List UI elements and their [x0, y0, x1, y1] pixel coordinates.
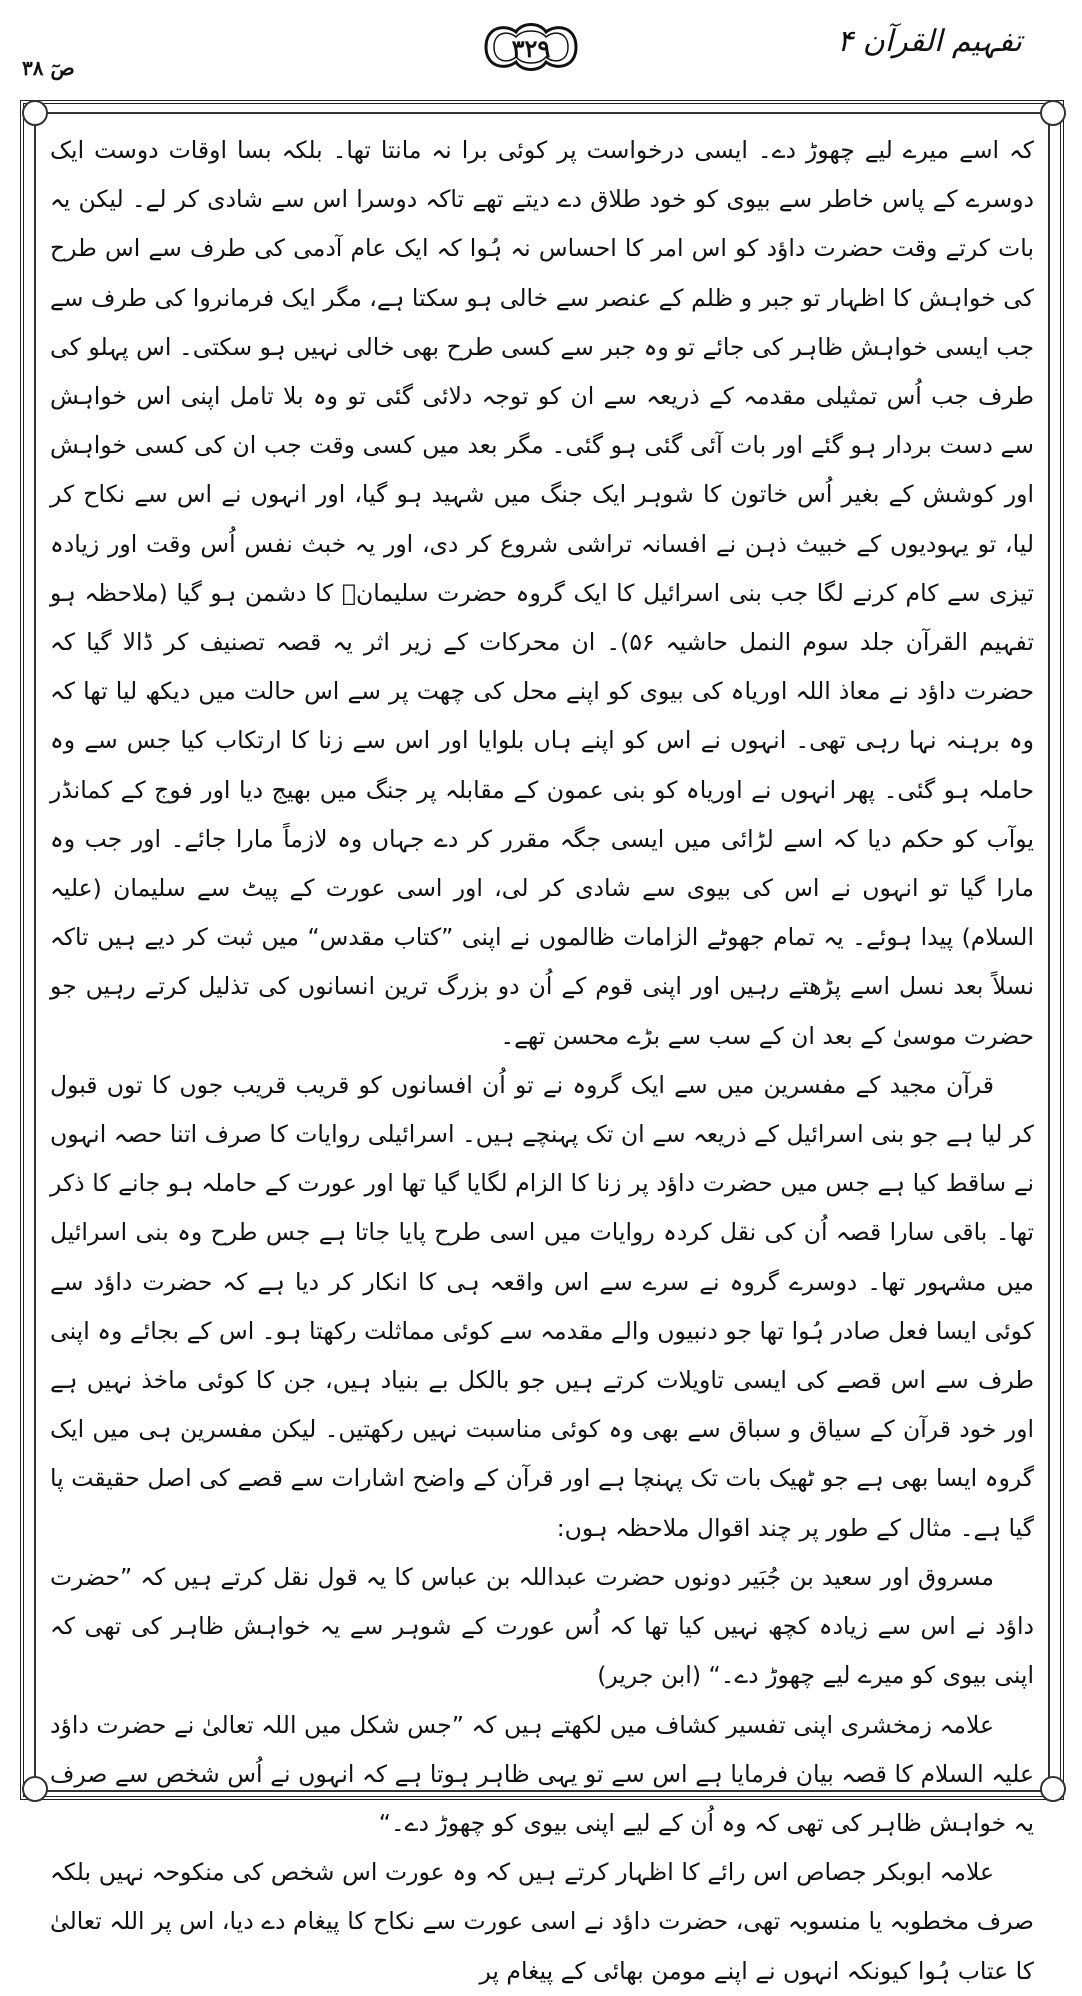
- page-number-ornament: [476, 18, 586, 76]
- page-header: [0, 0, 1082, 104]
- paragraph: علامہ ابوبکر جصاص اس رائے کا اظہار کرتے ہیں کہ وہ عورت اس شخص کی منکوحہ نہیں بلکہ صرف مخطوبہ یا منسوبہ تھی، حضرت داؤد نے اسی عورت سے نکاح کا پیغام دے دیا، اس پر اللہ تعالیٰ کا عتاب ہُوا کیونکہ انہوں نے اپنے مومن بھائی کے پیغام پر: [50, 1858, 1034, 1985]
- paragraph: علامہ زمخشری اپنی تفسیر کشاف میں لکھتے ہیں کہ ”جس شکل میں اللہ تعالیٰ نے حضرت داؤد علیہ السلام کا قصہ بیان فرمایا ہے اس سے تو یہی ظاہر ہوتا ہے کہ انہوں نے اُس شخص سے صرف یہ خواہش ظاہر کی تھی کہ وہ اُن کے لیے اپنی بیوی کو چھوڑ دے۔“: [50, 1710, 1034, 1837]
- paragraph: مسروق اور سعید بن جُبَیر دونوں حضرت عبداللہ بن عباس کا یہ قول نقل کرتے ہیں کہ ”حضرت داؤد نے اس سے زیادہ کچھ نہیں کیا تھا کہ اُس عورت کے شوہر سے یہ خواہش ظاہر کی تھی کہ اپنی بیوی کو میرے لیے چھوڑ دے۔“ (ابن جریر): [50, 1562, 1034, 1690]
- corner-ornament: [22, 1776, 48, 1802]
- corner-ornament: [1040, 1776, 1066, 1802]
- corner-ornament: [1040, 100, 1066, 126]
- book-title: تفہیم القرآن ۴: [837, 24, 1022, 59]
- paragraph: کہ اسے میرے لیے چھوڑ دے۔ ایسی درخواست پر کوئی برا نہ مانتا تھا۔ بلکہ بسا اوقات دوست ایک دوسرے کے پاس خاطر سے بیوی کو خود طلاق دے دیتے تھے تاکہ دوسرا اس سے شادی کر لے۔ لیکن یہ بات کرتے وقت حضرت داؤد کو اس امر کا احساس نہ ہُوا کہ ایک عام آدمی کی طرف سے اس طرح کی خواہش کا اظہار تو جبر و ظلم کے عنصر سے خالی ہو سکتا ہے، مگر ایک فرمانروا کی طرف سے جب ایسی خواہش ظاہر کی جائے تو وہ جبر سے کسی طرح بھی خالی نہیں ہو سکتی۔ اس پہلو کی طرف جب اُس تمثیلی مقدمہ کے ذریعہ سے ان کو توجہ دلائی گئی تو وہ بلا تامل اپنی اس خواہش سے دست بردار ہو گئے اور بات آئی گئی ہو گئی۔ مگر بعد میں کسی وقت جب ان کی کسی خواہش اور کوشش کے بغیر اُس خاتون کا شوہر ایک جنگ میں شہید ہو گیا، اور انہوں نے اس سے نکاح کر لیا، تو یہودیوں کے خبیث ذہن نے افسانہ تراشی شروع کر دی، اور یہ خبث نفس اُس وقت اور زیادہ تیزی سے کام کرنے لگا جب بنی اسرائیل کا ایک گروہ حضرت سلیمانؑ کا دشمن ہو گیا (ملاحظہ ہو تفہیم القرآن جلد سوم النمل حاشیہ ۵۶)۔ ان محرکات کے زیر اثر یہ قصہ تصنیف کر ڈالا گیا کہ حضرت داؤد نے معاذ اللہ اوریاہ کی بیوی کو اپنے محل کی چھت پر سے اس حالت میں دیکھ لیا تھا کہ وہ برہنہ نہا رہی تھی۔ انہوں نے اس کو اپنے ہاں بلوایا اور اس سے زنا کا ارتکاب کیا جس سے وہ حاملہ ہو گئی۔ پھر انہوں نے اوریاہ کو بنی عمون کے مقابلہ پر جنگ میں بھیج دیا اور فوج کے کمانڈر یوآب کو حکم دیا کہ اسے لڑائی میں ایسی جگہ مقرر کر دے جہاں وہ لازماً مارا جائے۔ اور جب وہ مارا گیا تو انہوں نے اس کی بیوی سے شادی کر لی، اور اسی عورت کے پیٹ سے سلیمان (علیہ السلام) پیدا ہوئے۔ یہ تمام جھوٹے الزامات ظالموں نے اپنی ”کتاب مقدس“ میں ثبت کر دیے ہیں تاکہ نسلاً بعد نسل اسے پڑھتے رہیں اور اپنی قوم کے اُن دو بزرگ ترین انسانوں کی تذلیل کرتے رہیں جو حضرت موسیٰ کے بعد ان کے سب سے بڑے محسن تھے۔: [50, 136, 1034, 1050]
- paragraph: قرآن مجید کے مفسرین میں سے ایک گروہ نے تو اُن افسانوں کو قریب قریب جوں کا توں قبول کر لیا ہے جو بنی اسرائیل کے ذریعہ سے ان تک پہنچے ہیں۔ اسرائیلی روایات کا صرف اتنا حصہ انہوں نے ساقط کیا ہے جس میں حضرت داؤد پر زنا کا الزام لگایا گیا تھا اور عورت کے حاملہ ہو جانے کا ذکر تھا۔ باقی سارا قصہ اُن کی نقل کردہ روایات میں اسی طرح پایا جاتا ہے جس طرح وہ بنی اسرائیل میں مشہور تھا۔ دوسرے گروہ نے سرے سے اس واقعہ ہی کا انکار کر دیا ہے کہ حضرت داؤد سے کوئی ایسا فعل صادر ہُوا تھا جو دنبیوں والے مقدمہ سے کوئی مماثلت رکھتا ہو۔ اس کے بجائے وہ اپنی طرف سے اس قصے کی ایسی تاویلات کرتے ہیں جو بالکل بے بنیاد ہیں، جن کا کوئی ماخذ نہیں ہے اور خود قرآن کے سیاق و سباق سے بھی وہ کوئی مناسبت نہیں رکھتیں۔ لیکن مفسرین ہی میں ایک گروہ ایسا بھی ہے جو ٹھیک بات تک پہنچا ہے اور قرآن کے واضح اشارات سے قصے کی اصل حقیقت پا گیا ہے۔ مثال کے طور پر چند اقوال ملاحظہ ہوں:: [50, 1070, 1034, 1542]
- body-text: [50, 126, 1034, 1985]
- section-mark: صٓ ۳۸: [22, 56, 75, 80]
- corner-ornament: [22, 100, 48, 126]
- page-number: ۳۲۹: [511, 34, 551, 63]
